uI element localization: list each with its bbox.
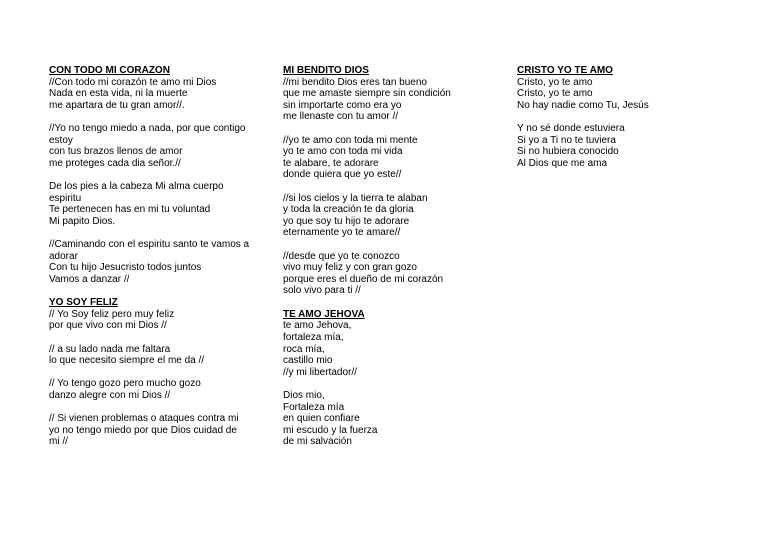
- lyric-line: //Yo no tengo miedo a nada, por que contigo: [49, 122, 246, 134]
- lyric-line: //desde que yo te conozco: [283, 250, 400, 262]
- lyric-line: Si yo a Ti no te tuviera: [517, 134, 616, 146]
- stanza: [283, 77, 498, 123]
- lyric-line: yo que soy tu hijo te adorare: [283, 215, 410, 227]
- lyric-line: de mi salvación: [283, 436, 352, 448]
- lyric-line: adorar: [49, 250, 78, 262]
- lyric-line: roca mía,: [283, 343, 325, 355]
- lyric-line: estoy: [49, 134, 73, 146]
- song: [49, 65, 264, 285]
- lyric-line: fortaleza mía,: [283, 332, 344, 344]
- song: [49, 297, 264, 448]
- lyric-line: que me amaste siempre sin condición: [283, 88, 451, 100]
- lyric-line: //si los cielos y la tierra te alaban: [283, 192, 428, 204]
- lyric-line: con tus brazos llenos de amor: [49, 146, 183, 158]
- lyric-line: mi //: [49, 436, 68, 448]
- song-title: YO SOY FELIZ: [49, 297, 118, 309]
- stanza: [49, 378, 264, 401]
- lyric-line: Al Dios que me ama: [517, 157, 608, 169]
- lyric-line: te alabare, te adorare: [283, 157, 379, 169]
- lyric-line: Dios mio,: [283, 390, 325, 402]
- lyric-line: te amo Jehova,: [283, 320, 352, 332]
- stanza: [283, 193, 498, 239]
- stanza: [49, 309, 264, 332]
- stanza: [49, 181, 264, 227]
- stanza: [49, 77, 264, 112]
- lyric-line: eternamente yo te amare//: [283, 227, 401, 239]
- lyric-line: me proteges cada dia señor.//: [49, 157, 181, 169]
- lyric-line: yo te amo con toda mi vida: [283, 146, 403, 158]
- song-title: TE AMO JEHOVA: [283, 308, 365, 320]
- song: [283, 309, 498, 448]
- song-title: CRISTO YO TE AMO: [517, 65, 613, 76]
- lyric-line: //yo te amo con toda mi mente: [283, 134, 418, 146]
- stanza: [283, 390, 498, 448]
- lyric-line: mi escudo y la fuerza: [283, 424, 378, 436]
- lyric-line: en quien confiare: [283, 413, 360, 425]
- lyric-line: danzo alegre con mi Dios //: [49, 390, 171, 402]
- lyric-line: // Yo Soy feliz pero muy feliz: [49, 308, 175, 320]
- lyric-line: //Con todo mi corazón te amo mi Dios: [49, 76, 217, 88]
- stanza: [49, 123, 264, 169]
- lyric-line: Y no sé donde estuviera: [517, 122, 625, 134]
- lyric-line: // Yo tengo gozo pero mucho gozo: [49, 378, 201, 390]
- lyric-line: me apartara de tu gran amor//.: [49, 99, 185, 111]
- lyric-line: No hay nadie como Tu, Jesús: [517, 99, 649, 111]
- lyric-line: //Caminando con el espiritu santo te vamos a: [49, 238, 250, 250]
- lyric-line: Fortaleza mía: [283, 401, 345, 413]
- column-2: [283, 65, 498, 460]
- column-1: [49, 65, 264, 460]
- lyric-line: sin importarte como era yo: [283, 99, 402, 111]
- song-title: CON TODO MI CORAZON: [49, 65, 170, 76]
- lyric-line: Vamos a danzar //: [49, 273, 130, 285]
- lyric-line: solo vivo para ti //: [283, 285, 361, 297]
- song: [283, 65, 498, 297]
- stanza: [517, 77, 732, 112]
- lyric-line: Si no hubiera conocido: [517, 146, 619, 158]
- stanza: [49, 413, 264, 448]
- lyric-line: // Si vienen problemas o ataques contra mi: [49, 413, 239, 425]
- lyric-line: Cristo, yo te amo: [517, 88, 593, 100]
- stanza: [283, 320, 498, 378]
- lyric-line: castillo mio: [283, 355, 333, 367]
- lyric-line: Cristo, yo te amo: [517, 76, 593, 88]
- lyric-line: me llenaste con tu amor //: [283, 111, 399, 123]
- stanza: [49, 239, 264, 285]
- song-title: MI BENDITO DIOS: [283, 65, 369, 76]
- stanza: [283, 135, 498, 181]
- lyric-line: vivo muy feliz y con gran gozo: [283, 262, 417, 274]
- lyric-line: lo que necesito siempre el me da //: [49, 355, 205, 367]
- lyric-line: //mi bendito Dios eres tan bueno: [283, 76, 427, 88]
- lyric-line: Mi papito Dios.: [49, 215, 116, 227]
- lyric-line: espiritu: [49, 192, 82, 204]
- stanza: [49, 344, 264, 367]
- lyric-line: //y mi libertador//: [283, 366, 357, 378]
- lyric-line: por que vivo con mi Dios //: [49, 320, 167, 332]
- lyric-line: porque eres el dueño de mi corazón: [283, 273, 444, 285]
- lyric-line: donde quiera que yo este//: [283, 169, 402, 181]
- lyric-line: Con tu hijo Jesucristo todos juntos: [49, 262, 202, 274]
- lyric-line: yo no tengo miedo por que Dios cuidad de: [49, 424, 237, 436]
- column-3: [517, 65, 732, 181]
- stanza: [517, 123, 732, 169]
- lyric-line: Te pertenecen has en mi tu voluntad: [49, 204, 211, 216]
- stanza: [283, 251, 498, 297]
- lyric-line: De los pies a la cabeza Mi alma cuerpo: [49, 180, 224, 192]
- song: [517, 65, 732, 169]
- lyric-line: y toda la creación te da gloria: [283, 204, 414, 216]
- lyric-line: // a su lado nada me faltara: [49, 343, 171, 355]
- lyric-line: Nada en esta vida, ni la muerte: [49, 88, 188, 100]
